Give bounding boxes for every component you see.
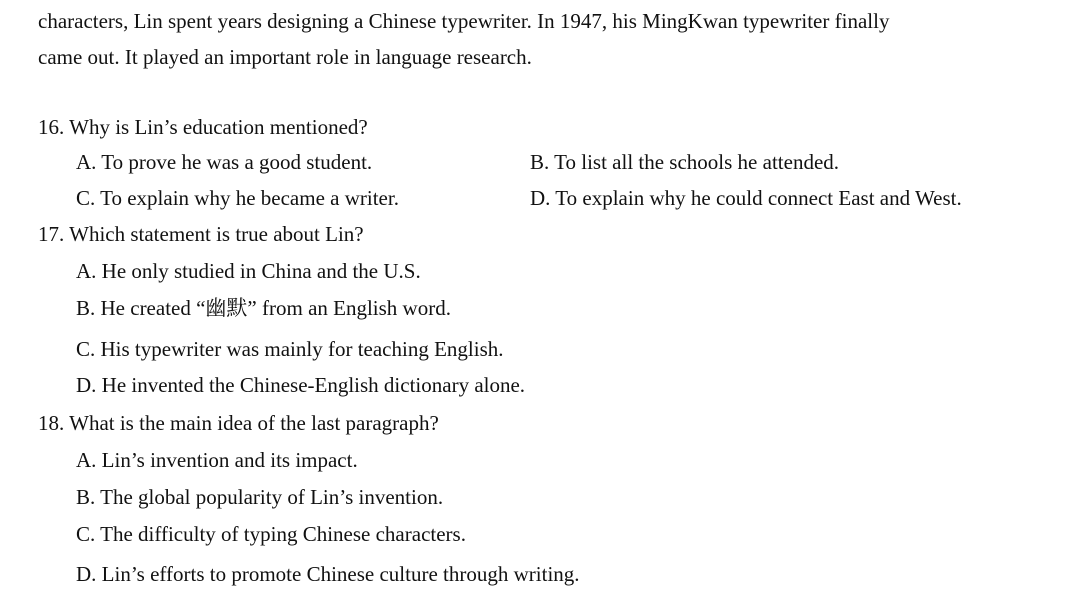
question-17 bbox=[38, 221, 364, 247]
question-text: Which statement is true about Lin? bbox=[69, 222, 364, 246]
question-number: 16. bbox=[38, 115, 65, 139]
q17-option-b: B. He created “幽默” from an English word. bbox=[76, 296, 451, 320]
question-16 bbox=[38, 114, 368, 140]
question-number: 18. bbox=[38, 411, 65, 435]
q16-option-d: D. To explain why he could connect East and West. bbox=[530, 186, 962, 210]
q18-option-d: D. Lin’s efforts to promote Chinese culture through writing. bbox=[76, 562, 580, 586]
q17-option-d: D. He invented the Chinese-English dictionary alone. bbox=[76, 373, 526, 397]
question-18 bbox=[38, 410, 439, 436]
passage-line-2: came out. It played an important role in language research. bbox=[38, 45, 532, 69]
q18-option-c: C. The difficulty of typing Chinese characters. bbox=[76, 522, 466, 546]
q16-option-b: B. To list all the schools he attended. bbox=[530, 150, 840, 174]
question-number: 17. bbox=[38, 222, 65, 246]
q17-option-c: C. His typewriter was mainly for teaching English. bbox=[76, 337, 504, 361]
q17-option-a: A. He only studied in China and the U.S. bbox=[76, 259, 421, 283]
question-text: What is the main idea of the last paragraph? bbox=[69, 411, 439, 435]
q16-option-c: C. To explain why he became a writer. bbox=[76, 186, 399, 210]
question-text: Why is Lin’s education mentioned? bbox=[69, 115, 368, 139]
q16-option-a: A. To prove he was a good student. bbox=[76, 150, 373, 174]
q18-option-a: A. Lin’s invention and its impact. bbox=[76, 448, 358, 472]
q18-option-b: B. The global popularity of Lin’s invention. bbox=[76, 485, 444, 509]
passage-line-1: characters, Lin spent years designing a Chinese typewriter. In 1947, his MingKwan typewriter finally bbox=[38, 9, 890, 33]
